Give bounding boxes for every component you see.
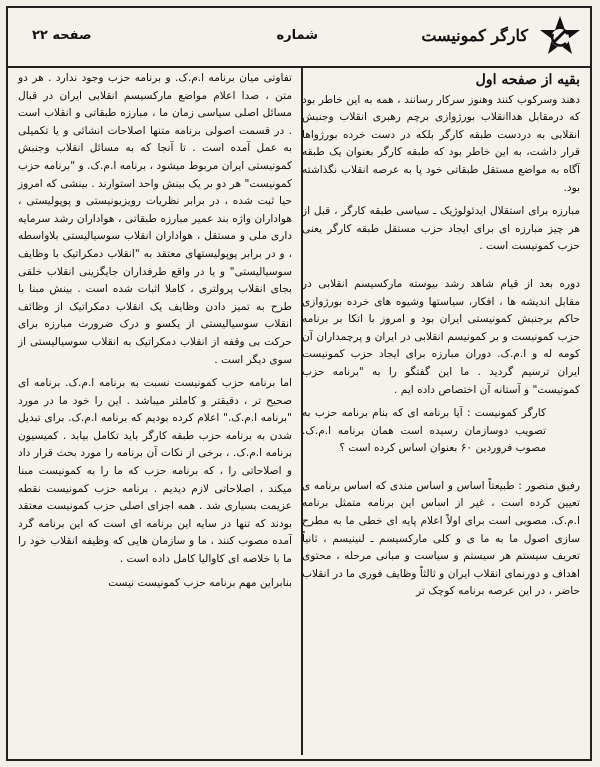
continued-heading: بقیه از صفحه اول bbox=[475, 72, 580, 88]
newspaper-page bbox=[6, 6, 592, 761]
right-column bbox=[298, 70, 586, 755]
paragraph: دوره بعد از قیام شاهد رشد بیوسته مارکسیسم انقلابی در مقابل اندیشه ها ، افکار، سیاستها وشیوه های خرده بورژوازی حاکم برجنبش کمونیستی ایران بود و امروز با اتکا بر برنامه حزب کمونیست و بر کمونیسم انقلابی در ایران و پرچمداران آن کومه له و ا.م.ک. دوران مبارزه برای ایجاد حزب کمونیست ایران ترسیم گردید . ما این گفتگو را به "برنامه حزب کمونیست" و آستانه آن اختصاص داده ایم . bbox=[302, 277, 580, 396]
paragraph: دهند وسرکوب کنند وهنوز سرکار رسانند ، همه به این خاطر بود که درمقابل هداانقلاب بورژوازی برچم رهبری انقلاب وجنبش انقلابی به دردست طبقه کارگر بلکه در دست خرده بورژواها قرار داشت، به این خاطر بود که طبقه کارگر بعنوان یک طبقه آگاه به مواضع مستقل طبقاتی خود پا به عرصه انقلاب نگذاشته بود. bbox=[302, 93, 580, 194]
paragraph: بنابراین مهم برنامه حزب کمونیست نیست bbox=[108, 576, 292, 589]
masthead-title: کارگر کمونیست bbox=[421, 26, 528, 45]
paragraph: تفاوتی میان برنامه ا.م.ک. و برنامه حزب وجود ندارد . هر دو متن ، صدا اعلام مواضع مارکسیسم انقلابی ایران در قبال مسائل اصلی سیاسی زمان ما ، مبارزه طبقاتی و انقلاب است . در قسمت اصولی برنامه متنها اصلاحات انشائی و یا تکمیلی به عمل آمده است . تا آنجا که به مسائل انقلاب وجنبش کمونیستی ایران مربوط میشود ، برنامه ا.م.ک. و "برنامه حزب کمونیست" هر دو بر یک بینش واحد استوارند . بینشی که امروز حیا ثبت شده ، در برابر نظریات رویزیونیستی و پوپولیستی ، هواداران واژه بند عمیر مبارزه طبقاتی ، هواداران رشد سرمایه داری ملی و مستقل ، هواداران انقلاب سوسیالیستی بلاواسطه ، و در برابر پوپولیستهای معتقد به "انقلاب دمکراتیک با وظایف سوسیالیستی" و یا در واقع طرفداران جایگزینی انقلاب خلقی بجای انقلاب پرولتری ، کاملا اثبات شده است . بینش مبنا با طرح به تمیز دادن وظایف یک انقلاب دمکراتیک از وظائف انقلاب سوسیالیستی از یکسو و درک ضرورت مبارزه برای حرکت بی وقفه از انقلاب دمکراتیک به انقلاب سوسیالیستی از سوی دیگر است . bbox=[18, 72, 292, 366]
masthead-bar bbox=[8, 8, 590, 68]
left-column bbox=[12, 70, 296, 755]
paragraph: مبارزه برای استقلال ایدئولوژیک ـ سیاسی طبقه کارگر ، قبل از هر چیز مبارزه ای برای ایجاد حزب مستقل طبقه کارگر یعنی حزب کمونیست است . bbox=[302, 205, 580, 253]
interview-question: کارگر کمونیست : آیا برنامه ای که بنام برنامه حزب به تصویب دوسازمان رسیده است همان برنامه ا.م.ک. مصوب فروردین ۶۰ بعنوان اساس کرده است ؟ bbox=[302, 407, 546, 455]
issue-number: شماره bbox=[276, 28, 318, 43]
hammer-sickle-star-icon bbox=[538, 14, 582, 58]
interview-answer: رفیق منصور : طبیعتاً اساس و اساس مندی که اساس برنامه ی تعیین کرده است ، غیر از اساس این برنامه متمثل برنامه ا.م.ک. مصوبی است برای اولاً اعلام پایه ای خطی ما به مطرح سازی اصول ما به ما ی و کلی مارکسیسم ـ لنینیسم ، ثانیاً تعریف سیستم هر سیستم و سیاست و مبانی مرحله ، محتوی اهداف و دورنمای انقلاب ایران و ثالثاً وظایف فوری ما در انقلاب حاضر ، در این عرصه برنامه کوچک تر bbox=[302, 479, 580, 598]
paragraph: اما برنامه حزب کمونیست نسبت به برنامه ا.م.ک. برنامه ای صحیح تر ، دقیقتر و کاملتر میباشد . این را خود ما در مورد "برنامه ا.م.ک." اعلام کرده بودیم که برنامه ا.م.ک. برای تبدیل شدن به برنامه حزب طبقه کارگر باید تکامل بیابد . کمیسیون برنامه ا.م.ک. ، برخی از نکات آن برنامه را مورد بحث قرار داد و اصلاحاتی را ، که برنامه حزب که ما را به کمونیست مبنا میکند ، اصلاحاتی لازم دیدیم . برنامه حزب کمونیست نقطه عزیمت بسیاری شد . همه اجزای اصلی حزب کمونیست معتقد بودند که تنها در سایه این برنامه ای است که این برنامه گرد آمده مصوب کنند ، ما و سازمان هایی که وظیفه انقلاب خود را ما با خلاصه ای کاوالیا کامل داده است . bbox=[18, 377, 292, 566]
page-number: صفحه ۲۲ bbox=[32, 28, 92, 43]
